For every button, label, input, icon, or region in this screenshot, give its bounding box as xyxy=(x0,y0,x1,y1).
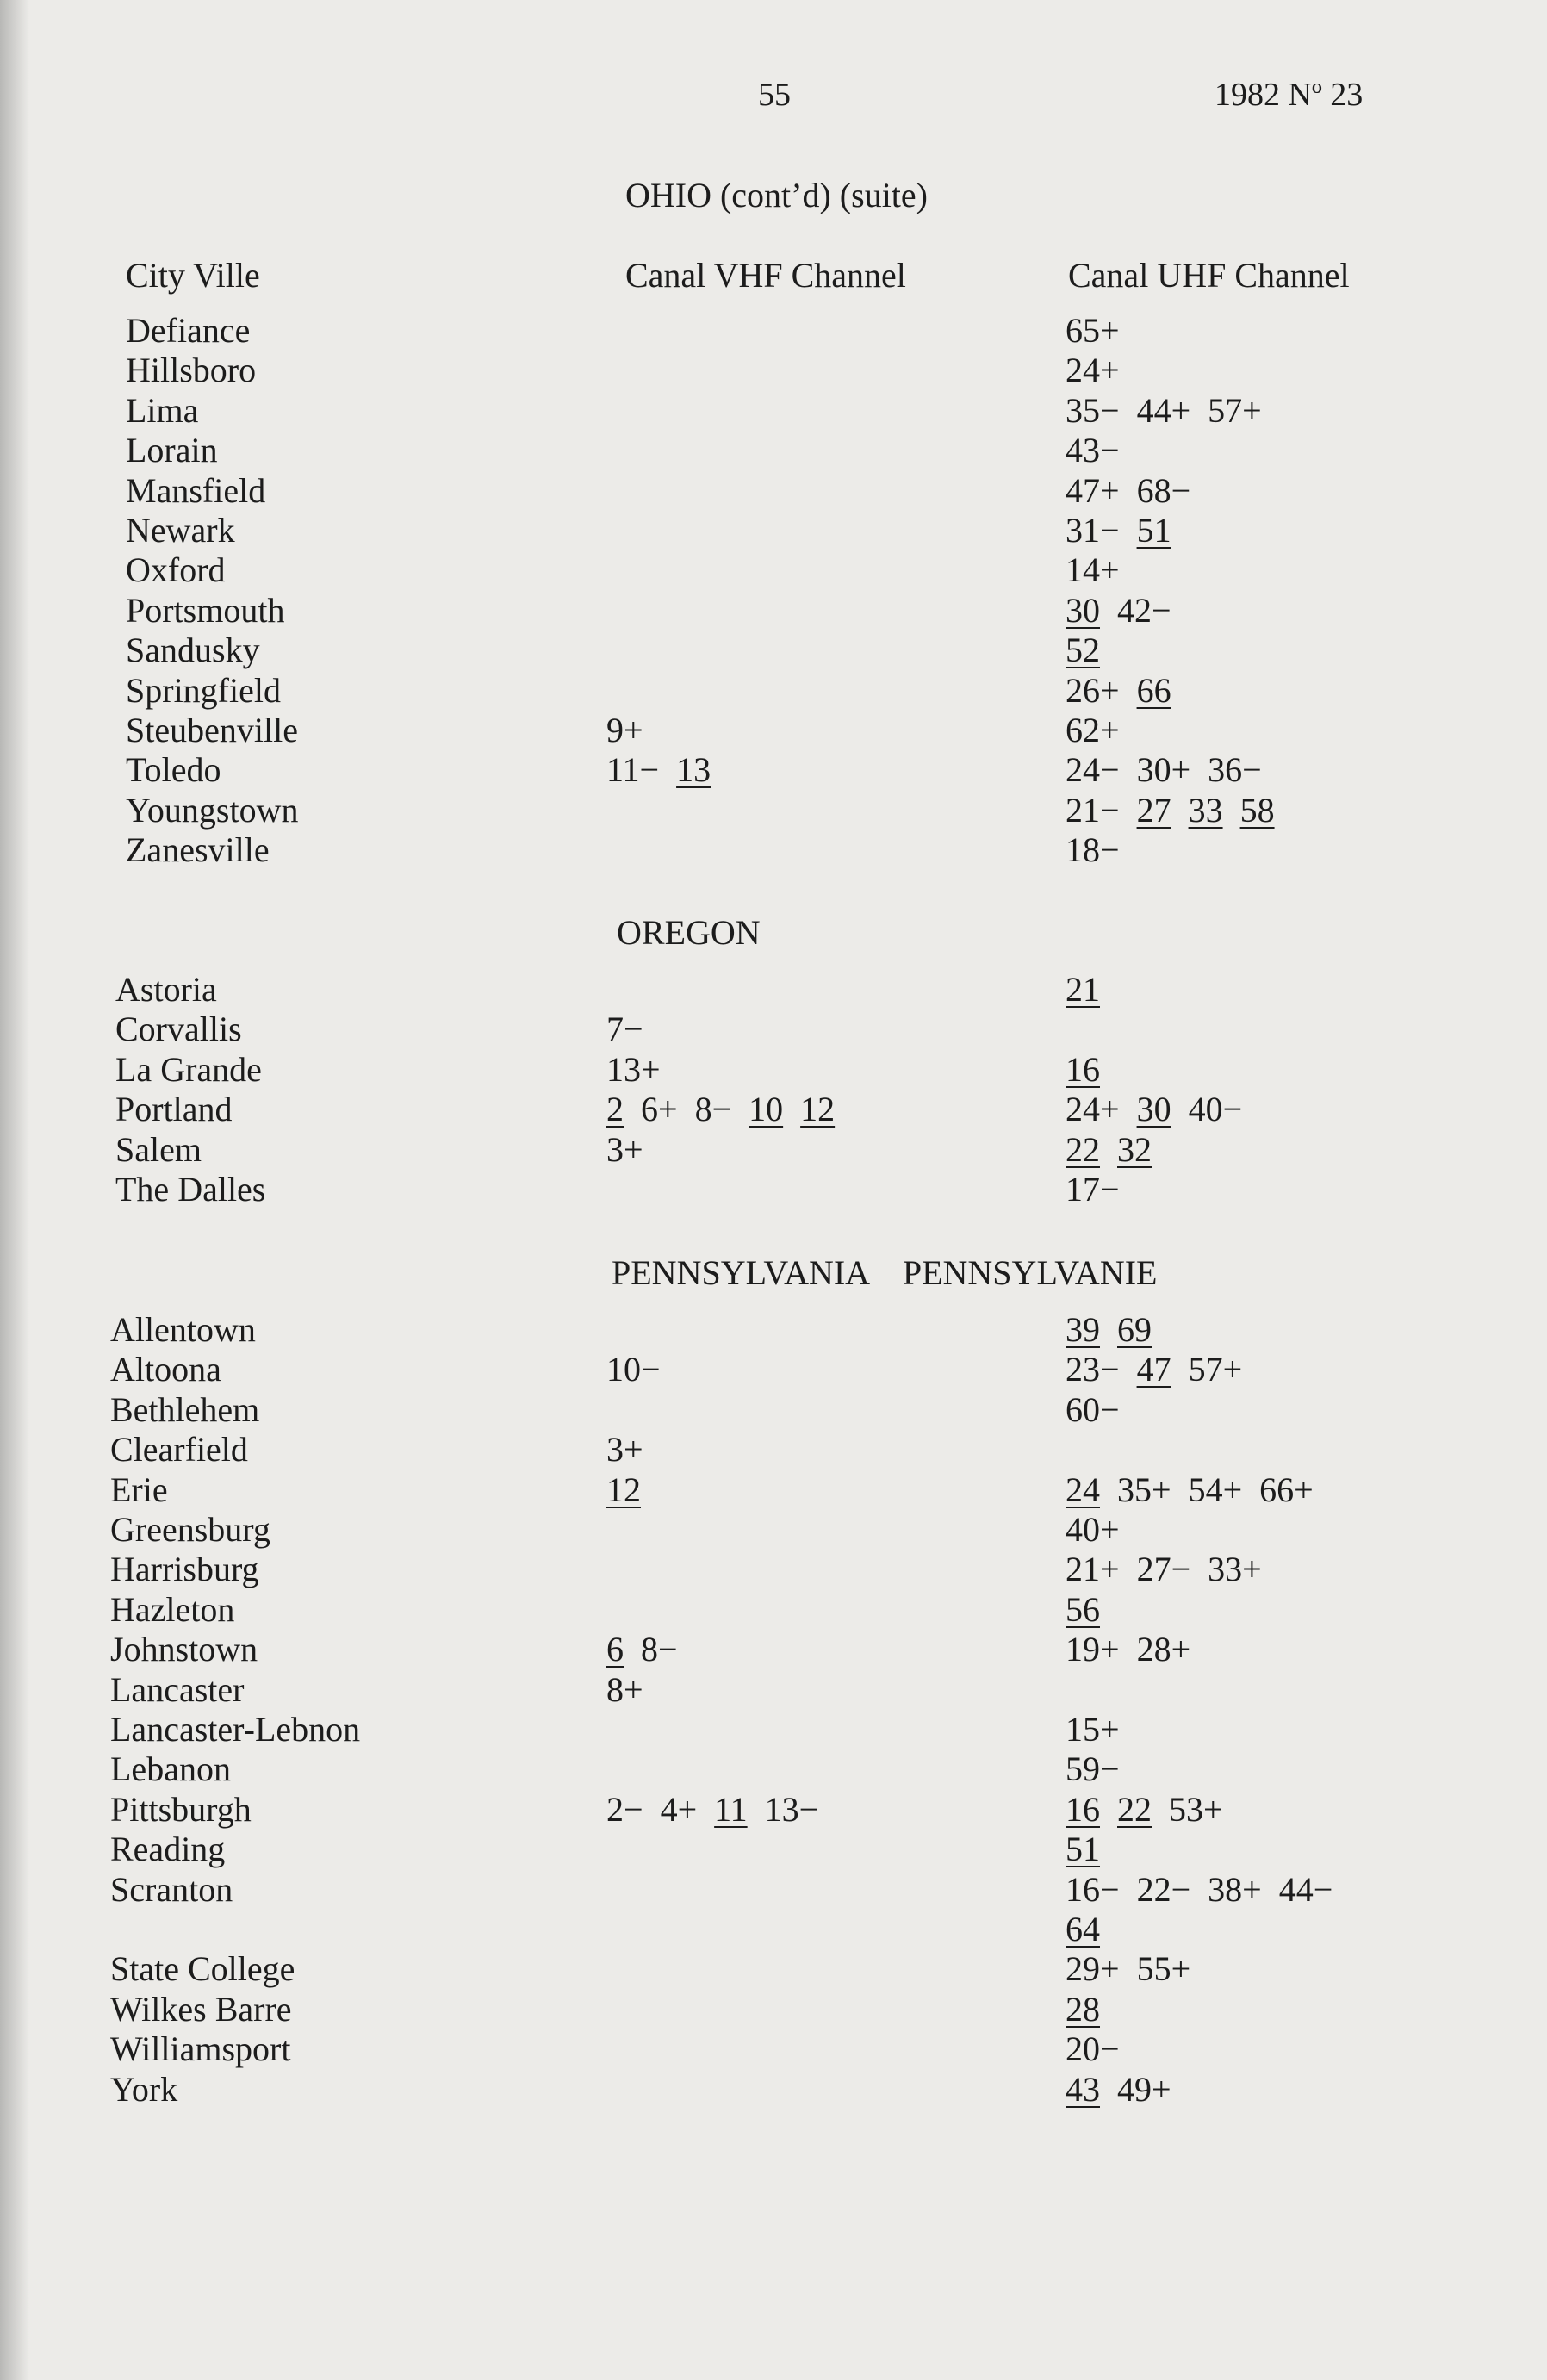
table-row xyxy=(0,1429,1547,1469)
city-name: Portsmouth xyxy=(126,590,285,630)
uhf-channels xyxy=(1066,470,1208,511)
vhf-channels xyxy=(606,1009,661,1049)
channel-value: 40+ xyxy=(1066,1510,1120,1549)
channel-value: 6+ xyxy=(641,1090,678,1129)
column-header-city: City Ville xyxy=(126,256,260,295)
city-name: Reading xyxy=(110,1830,226,1869)
table-row xyxy=(0,790,1547,830)
uhf-channels xyxy=(1066,790,1292,830)
section-title-oregon: OREGON xyxy=(617,913,761,952)
vhf-channels xyxy=(606,1049,678,1090)
vhf-channels xyxy=(606,1470,658,1510)
channel-value: 22 xyxy=(1117,1789,1152,1829)
channel-value: 12 xyxy=(800,1090,836,1129)
city-name: Scranton xyxy=(110,1869,233,1909)
channel-value: 13+ xyxy=(606,1049,661,1089)
issue-label: 1982 Nº 23 xyxy=(1215,77,1364,113)
channel-value: 33 xyxy=(1188,790,1223,830)
table-row xyxy=(0,310,1547,350)
channel-value: 8+ xyxy=(606,1669,643,1709)
city-name: Lancaster xyxy=(110,1669,245,1709)
table-row xyxy=(0,510,1547,550)
uhf-channels xyxy=(1066,2029,1137,2069)
channel-value: 35+ xyxy=(1117,1470,1171,1509)
city-name: Youngstown xyxy=(126,790,299,830)
table-row xyxy=(0,969,1547,1009)
city-name: La Grande xyxy=(115,1049,262,1089)
channel-value: 38+ xyxy=(1208,1869,1262,1909)
uhf-channels xyxy=(1066,1989,1117,2029)
table-row xyxy=(0,1948,1547,1988)
column-header-vhf: Canal VHF Channel xyxy=(625,256,906,295)
channel-value: 18− xyxy=(1066,830,1120,870)
channel-value: 16 xyxy=(1066,1049,1100,1089)
channel-value: 56 xyxy=(1066,1589,1100,1629)
column-header-uhf: Canal UHF Channel xyxy=(1068,256,1350,295)
channel-value: 2− xyxy=(606,1789,643,1829)
vhf-channels xyxy=(606,749,728,790)
channel-value: 20− xyxy=(1066,2029,1120,2069)
uhf-channels xyxy=(1066,590,1189,631)
channel-value: 32 xyxy=(1117,1129,1152,1169)
channel-value: 35− xyxy=(1066,390,1120,430)
table-row xyxy=(0,2029,1547,2068)
table-row xyxy=(0,1789,1547,1829)
channel-value: 43 xyxy=(1066,2069,1100,2109)
table-row xyxy=(0,1989,1547,2029)
channel-value: 47 xyxy=(1136,1350,1171,1389)
table-row xyxy=(0,1589,1547,1629)
table-row xyxy=(0,1009,1547,1048)
table-row xyxy=(0,550,1547,589)
table-row xyxy=(0,470,1547,510)
channel-value: 8− xyxy=(641,1630,678,1669)
table-row xyxy=(0,1049,1547,1089)
city-name: Hillsboro xyxy=(126,351,257,390)
vhf-channels xyxy=(606,1669,661,1710)
uhf-channels xyxy=(1066,1749,1137,1789)
table-row xyxy=(0,1089,1547,1128)
channel-value: 60− xyxy=(1066,1389,1120,1429)
uhf-channels xyxy=(1066,550,1137,590)
channel-value: 59− xyxy=(1066,1749,1120,1789)
table-row xyxy=(0,1169,1547,1209)
channel-value: 57+ xyxy=(1208,390,1262,430)
uhf-channels xyxy=(1066,1829,1117,1869)
channel-value: 15+ xyxy=(1066,1710,1120,1749)
vhf-channels xyxy=(606,1129,661,1170)
table-row xyxy=(0,710,1547,749)
channel-value: 8− xyxy=(694,1090,732,1129)
channel-value: 12 xyxy=(606,1470,641,1509)
uhf-channels xyxy=(1066,1589,1117,1630)
table-row xyxy=(0,830,1547,869)
channel-value: 58 xyxy=(1239,790,1275,830)
uhf-channels xyxy=(1066,969,1117,1010)
table-row xyxy=(0,670,1547,710)
channel-value: 69 xyxy=(1117,1310,1152,1349)
channel-value: 27− xyxy=(1136,1550,1191,1589)
channel-value: 2 xyxy=(606,1090,624,1129)
city-name: Sandusky xyxy=(126,631,260,670)
channel-value: 24− xyxy=(1066,750,1120,790)
channel-value: 16 xyxy=(1066,1789,1100,1829)
vhf-channels xyxy=(606,1089,852,1129)
uhf-channels xyxy=(1066,350,1137,390)
channel-value: 9+ xyxy=(606,711,643,749)
table-row xyxy=(0,1470,1547,1509)
channel-value: 62+ xyxy=(1066,711,1120,749)
uhf-channels xyxy=(1066,1509,1137,1550)
table-row xyxy=(0,590,1547,630)
table-row xyxy=(0,350,1547,389)
channel-value: 53+ xyxy=(1169,1789,1223,1829)
uhf-channels xyxy=(1066,390,1279,431)
table-row xyxy=(0,1669,1547,1709)
channel-value: 43− xyxy=(1066,431,1120,470)
uhf-channels xyxy=(1066,1549,1279,1589)
city-name: Clearfield xyxy=(110,1430,248,1470)
uhf-channels xyxy=(1066,1869,1350,1910)
channel-value: 27 xyxy=(1136,790,1171,830)
city-name: Toledo xyxy=(126,750,221,790)
uhf-channels xyxy=(1066,1909,1117,1949)
uhf-channels xyxy=(1066,830,1137,870)
city-name: State College xyxy=(110,1949,295,1989)
uhf-channels xyxy=(1066,749,1279,790)
uhf-channels xyxy=(1066,1309,1169,1350)
channel-value: 19+ xyxy=(1066,1630,1120,1669)
channel-value: 26+ xyxy=(1066,670,1120,710)
uhf-channels xyxy=(1066,670,1189,711)
city-name: Johnstown xyxy=(110,1630,258,1669)
uhf-channels xyxy=(1066,1948,1208,1989)
section-title-pennsylvania: PENNSYLVANIA PENNSYLVANIE xyxy=(612,1253,1158,1292)
channel-value: 21 xyxy=(1066,970,1100,1009)
city-name: Lorain xyxy=(126,431,218,470)
channel-value: 13− xyxy=(764,1789,819,1829)
city-name: Mansfield xyxy=(126,470,266,510)
channel-value: 30+ xyxy=(1136,750,1191,790)
city-name: Steubenville xyxy=(126,711,298,749)
table-row xyxy=(0,1909,1547,1948)
table-row xyxy=(0,1509,1547,1549)
channel-value: 24+ xyxy=(1066,351,1120,390)
city-name: Lebanon xyxy=(110,1749,231,1789)
channel-value: 54+ xyxy=(1188,1470,1243,1509)
channel-value: 3+ xyxy=(606,1430,643,1470)
uhf-channels xyxy=(1066,710,1137,750)
channel-value: 11 xyxy=(714,1789,748,1829)
city-name: Oxford xyxy=(126,550,226,590)
channel-value: 42− xyxy=(1117,590,1171,630)
uhf-channels xyxy=(1066,1389,1137,1430)
city-name: Astoria xyxy=(115,970,217,1009)
uhf-channels xyxy=(1066,1789,1240,1830)
table-row xyxy=(0,1749,1547,1788)
channel-value: 40− xyxy=(1188,1090,1243,1129)
uhf-channels xyxy=(1066,430,1137,470)
channel-value: 14+ xyxy=(1066,550,1120,590)
channel-value: 24 xyxy=(1066,1470,1100,1509)
table-row xyxy=(0,1389,1547,1429)
page-number: 55 xyxy=(758,77,791,113)
channel-value: 65+ xyxy=(1066,311,1120,350)
channel-value: 30 xyxy=(1066,590,1100,630)
channel-value: 36− xyxy=(1208,750,1262,790)
channel-value: 66 xyxy=(1136,670,1171,710)
channel-value: 39 xyxy=(1066,1310,1100,1349)
channel-value: 66+ xyxy=(1259,1470,1314,1509)
channel-value: 17− xyxy=(1066,1170,1120,1209)
uhf-channels xyxy=(1066,2069,1189,2110)
channel-value: 16− xyxy=(1066,1869,1120,1909)
city-name: Allentown xyxy=(110,1310,256,1349)
city-name: Salem xyxy=(115,1129,202,1169)
city-name: Corvallis xyxy=(115,1010,242,1049)
channel-value: 13 xyxy=(676,750,711,790)
channel-value: 10− xyxy=(606,1350,661,1389)
channel-value: 11− xyxy=(606,750,660,790)
city-name: The Dalles xyxy=(115,1170,266,1209)
vhf-channels xyxy=(606,1629,695,1669)
channel-value: 28 xyxy=(1066,1989,1100,2029)
channel-value: 44− xyxy=(1278,1869,1333,1909)
uhf-channels xyxy=(1066,1089,1259,1129)
city-name: Greensburg xyxy=(110,1510,270,1549)
city-name: Wilkes Barre xyxy=(110,1989,292,2029)
channel-value: 21+ xyxy=(1066,1550,1120,1589)
table-row xyxy=(0,1349,1547,1389)
city-name: Harrisburg xyxy=(110,1550,259,1589)
channel-value: 23− xyxy=(1066,1350,1120,1389)
uhf-channels xyxy=(1066,510,1189,550)
channel-value: 44+ xyxy=(1136,390,1191,430)
table-row xyxy=(0,2069,1547,2109)
channel-value: 21− xyxy=(1066,790,1120,830)
city-name: Hazleton xyxy=(110,1589,235,1629)
table-row xyxy=(0,1309,1547,1349)
table-row xyxy=(0,1549,1547,1588)
city-name: Lancaster-Lebnon xyxy=(110,1710,361,1749)
channel-value: 6 xyxy=(606,1630,624,1669)
uhf-channels xyxy=(1066,1349,1259,1389)
table-row xyxy=(0,390,1547,430)
city-name: Bethlehem xyxy=(110,1389,260,1429)
uhf-channels xyxy=(1066,1049,1117,1090)
channel-value: 22− xyxy=(1136,1869,1191,1909)
city-name: Defiance xyxy=(126,311,251,350)
channel-value: 22 xyxy=(1066,1129,1100,1169)
channel-value: 28+ xyxy=(1136,1630,1191,1669)
vhf-channels xyxy=(606,1349,678,1389)
channel-value: 7− xyxy=(606,1010,643,1049)
uhf-channels xyxy=(1066,1129,1169,1170)
uhf-channels xyxy=(1066,630,1117,670)
channel-value: 31− xyxy=(1066,511,1120,550)
city-name: Williamsport xyxy=(110,2029,291,2069)
channel-value: 33+ xyxy=(1208,1550,1262,1589)
city-name: Zanesville xyxy=(126,830,270,870)
channel-value: 51 xyxy=(1136,511,1171,550)
vhf-channels xyxy=(606,1789,836,1830)
section-title-ohio: OHIO (cont’d) (suite) xyxy=(625,176,928,214)
uhf-channels xyxy=(1066,310,1137,351)
channel-value: 51 xyxy=(1066,1830,1100,1869)
uhf-channels xyxy=(1066,1629,1208,1669)
channel-value: 52 xyxy=(1066,631,1100,670)
channel-value: 24+ xyxy=(1066,1090,1120,1129)
city-name: Portland xyxy=(115,1090,233,1129)
channel-value: 10 xyxy=(749,1090,784,1129)
city-name: York xyxy=(110,2069,178,2109)
vhf-channels xyxy=(606,710,661,750)
vhf-channels xyxy=(606,1429,661,1470)
table-row xyxy=(0,630,1547,669)
table-row xyxy=(0,1129,1547,1169)
channel-value: 57+ xyxy=(1188,1350,1243,1389)
uhf-channels xyxy=(1066,1169,1137,1209)
city-name: Altoona xyxy=(110,1350,221,1389)
channel-value: 3+ xyxy=(606,1129,643,1169)
channel-value: 64 xyxy=(1066,1910,1100,1948)
table-row xyxy=(0,430,1547,469)
table-row xyxy=(0,749,1547,789)
uhf-channels xyxy=(1066,1709,1137,1749)
city-name: Lima xyxy=(126,390,199,430)
channel-value: 49+ xyxy=(1117,2069,1171,2109)
channel-value: 30 xyxy=(1136,1090,1171,1129)
channel-value: 68− xyxy=(1136,470,1191,510)
table-row xyxy=(0,1709,1547,1749)
table-row xyxy=(0,1869,1547,1909)
table-row xyxy=(0,1829,1547,1868)
channel-value: 4+ xyxy=(660,1789,698,1829)
channel-value: 29+ xyxy=(1066,1949,1120,1989)
channel-value: 55+ xyxy=(1136,1949,1191,1989)
table-row xyxy=(0,1629,1547,1668)
uhf-channels xyxy=(1066,1470,1331,1510)
city-name: Springfield xyxy=(126,670,281,710)
city-name: Erie xyxy=(110,1470,168,1509)
channel-value: 47+ xyxy=(1066,470,1120,510)
city-name: Newark xyxy=(126,511,235,550)
city-name: Pittsburgh xyxy=(110,1789,252,1829)
